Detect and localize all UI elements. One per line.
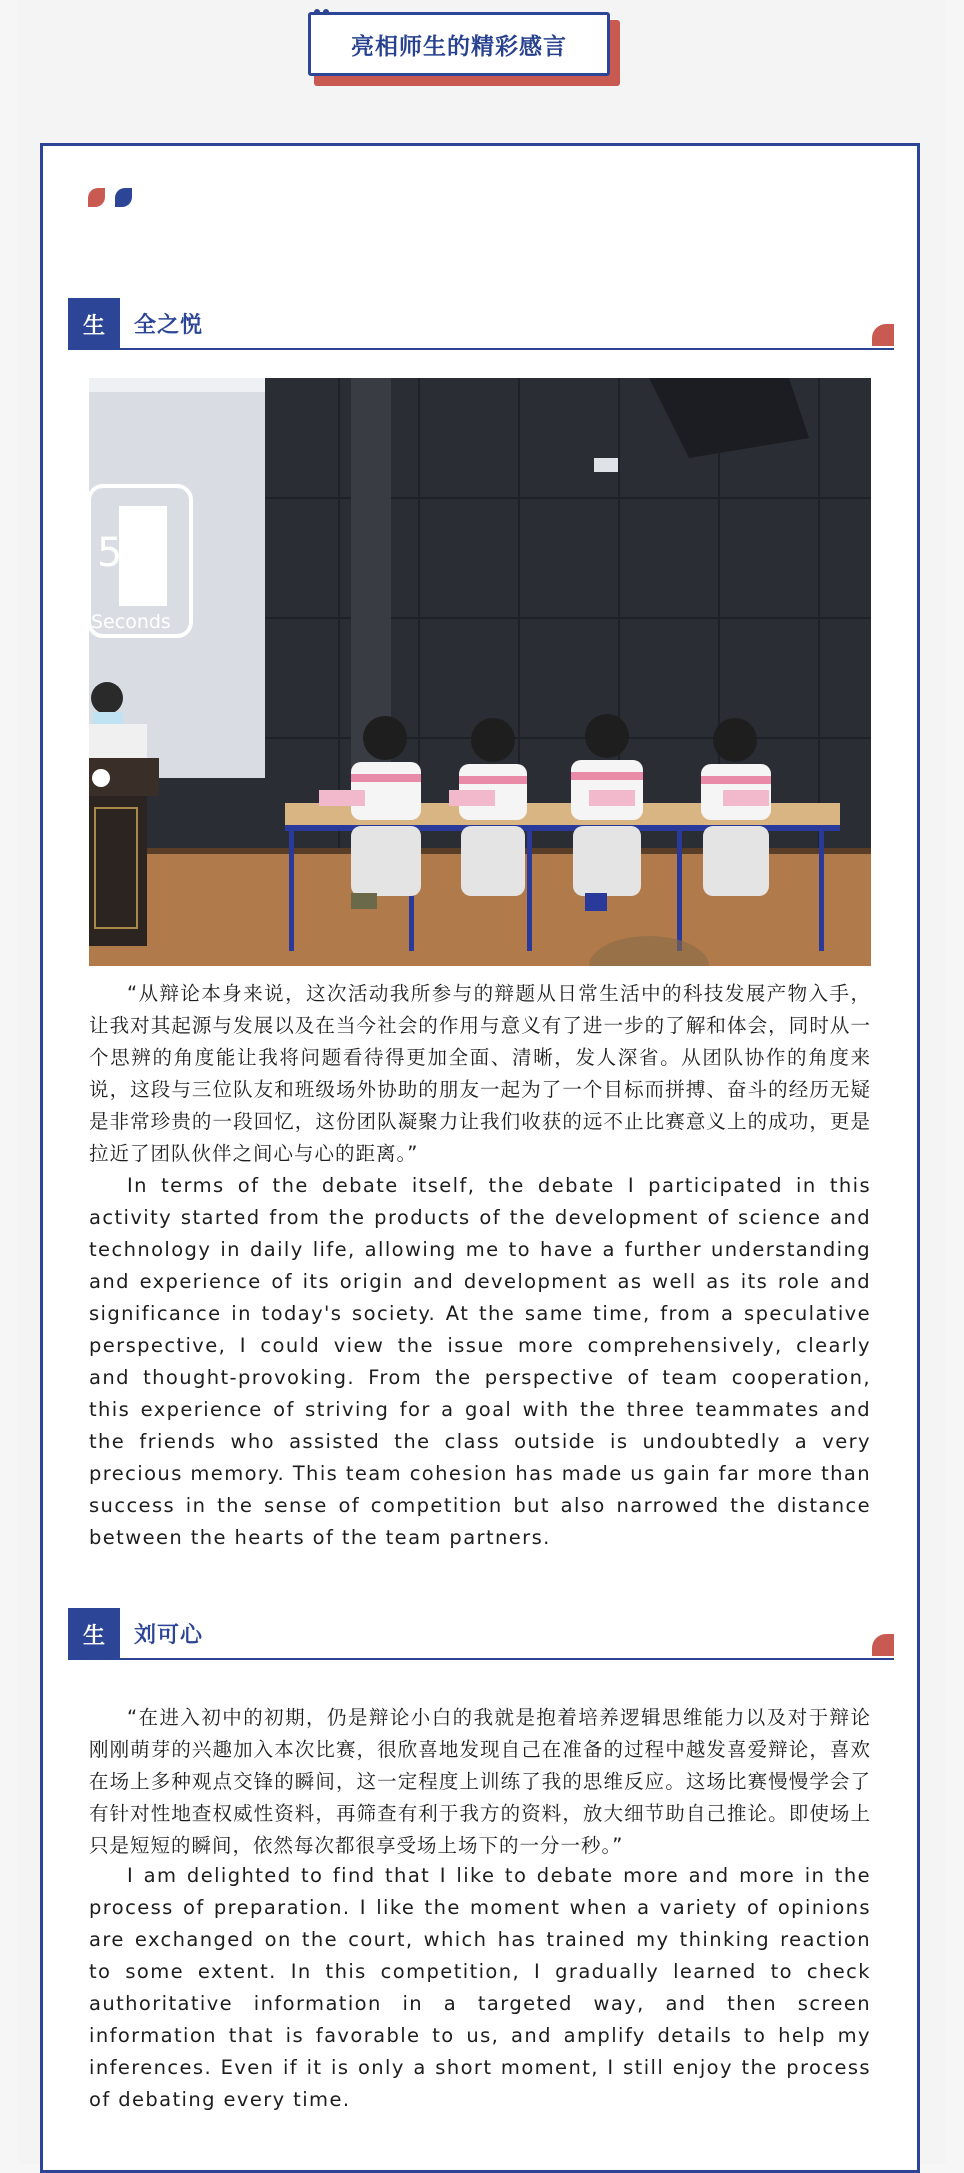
screen-seconds-label: Seconds: [91, 611, 171, 633]
section-header-1: [68, 298, 894, 350]
student-badge: 生: [68, 298, 120, 350]
section-2-chinese-text: “在进入初中的初期，仍是辩论小白的我就是抱着培养逻辑思维能力以及对于辩论刚刚萌芽的兴趣加入本次比赛，很欣喜地发现自己在准备的过程中越发喜爱辩论，喜欢在场上多种观点交锋的瞬间，这一定程度上训练了我的思维反应。这场比赛慢慢学会了有针对性地查权威性资料，再筛查有利于我方的资料，放大细节助自己推论。即使场上只是短短的瞬间，依然每次都很享受场上场下的一分一秒。”: [89, 1706, 871, 1857]
debate-photo: [89, 378, 871, 966]
banner-dots: [314, 9, 329, 15]
student-badge: 生: [68, 1608, 120, 1660]
debate-photo-illustration: [89, 378, 871, 966]
blue-leaf-icon: [115, 188, 132, 207]
section-1-english-text: In terms of the debate itself, the debate I participated in this activity started from the products of the development of science and technology in daily life, allowing me to have a further understanding and experience of its origin and development as well as its role and significance in today's society. At the same time, from a speculative perspective, I could view the issue more comprehensively, clearly and thought-provoking. From the perspective of team cooperation, this experience of striving for a goal with the three teammates and the friends who assisted the class outside is undoubtedly a very precious memory. This team cohesion has made us gain far more than success in the sense of competition but also narrowed the distance between the hearts of the team partners.: [89, 1174, 871, 1549]
screen-digit: 5: [97, 530, 123, 576]
banner-box: [308, 12, 610, 76]
student-name: 刘可心: [134, 1623, 204, 1648]
section-rule: [68, 348, 894, 350]
decorative-marks: [88, 188, 132, 207]
student-name: 全之悦: [134, 313, 204, 338]
section-1-chinese-text: “从辩论本身来说，这次活动我所参与的辩题从日常生活中的科技发展产物入手，让我对其起源与发展以及在当今社会的作用与意义有了进一步的了解和体会，同时从一个思辨的角度能让我将问题看待得更加全面、清晰，发人深省。从团队协作的角度来说，这段与三位队友和班级场外协助的朋友一起为了一个目标而拼搏、奋斗的经历无疑是非常珍贵的一段回忆，这份团队凝聚力让我们收获的远不止比赛意义上的成功，更是拉近了团队伙伴之间心与心的距离。”: [89, 982, 871, 1165]
red-leaf-icon: [88, 188, 105, 207]
section-header-2: [68, 1608, 894, 1660]
banner-title: 亮相师生的精彩感言: [351, 33, 567, 60]
corner-tab-icon: [872, 324, 894, 346]
title-banner: [308, 12, 628, 90]
section-2-english-text: I am delighted to find that I like to debate more and more in the process of preparation. I like the moment when a variety of opinions are exchanged on the court, which has trained my thinking reaction to some extent. In this competition, I gradually learned to check authoritative information in a targeted way, and then screen information that is favorable to us, and amplify details to help my inferences. Even if it is only a short moment, I still enjoy the process of debating every time.: [89, 1864, 871, 2111]
section-rule: [68, 1658, 894, 1660]
corner-tab-icon: [872, 1634, 894, 1656]
